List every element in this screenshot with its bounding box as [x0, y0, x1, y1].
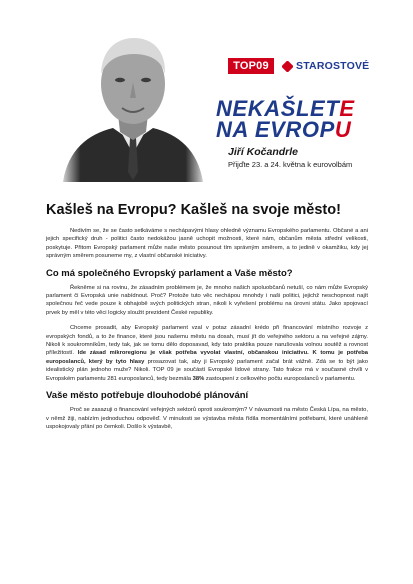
headline-line-1 [216, 98, 355, 119]
starostove-star-icon [282, 61, 293, 72]
headline-line-1-accent: E [339, 96, 355, 121]
article-intro: Nedivím se, že se často setkáváme s nechápavými hlasy ohledně významu Evropského parlamentu. Občané a ani jejich specifický druh - politici často nedokážou jasně uchopit možnosti, které nám, občanům města střední velikosti, poskytuje. Přitom Evropský parlament může naše město posunout tím správným směrem, a to jedině v okamžiku, kdy jej správným směrem posuneme my, z vlastní občanské iniciativy. [46, 228, 368, 260]
headline-line-2 [216, 119, 355, 140]
section-1-paragraph-2-text-c: zastoupení z celkového počtu europoslanců v parlamentu. [205, 375, 356, 382]
article-title: Kašleš na Evropu? Kašleš na svoje město! [46, 202, 341, 218]
starostove-logo-text: STAROSTOVÉ [296, 60, 370, 72]
headline-line-2-accent: U [334, 117, 352, 142]
campaign-header [0, 0, 413, 200]
section-1-paragraph-2-text-a: Chceme prosadit, aby Evropský parlament vzal v potaz zásadní krédo při financování místního rozvoje z evropských fondů, a to že finance, které jsou našemu městu na dosah, musí jít do veřejného sektoru a na veřejné zájmy. Nikoli k soukromníkům, tedy tak, jak se tomu dělo doposavad, kdy tato praktika pouze narušovala volnou soutěž a rovnost příležitostí. [46, 325, 368, 357]
section-1-paragraph-2-text-b: prosazovat tak, aby ji Evropský parlament začal brát vážně. Zdá se to být jako idealistický plán jednoho muže? Nikoli. TOP 09 je součástí Evropské lidové strany. Tato frakce má v současné chvíli v Evropském parlamentu 281 europoslanců, tedy bezmála [46, 358, 368, 382]
candidate-portrait [58, 22, 208, 182]
section-1-paragraph-2-percent: 38% [192, 375, 205, 382]
candidate-name: Jiří Kočandrle [228, 146, 299, 158]
section-1-paragraph-1: Řekněme si na rovinu, že zásadním problémem je, že mnoho našich spoluobčanů netuší, co nám může Evropský parlament či Evropská unie nabídnout. Proč? Protože tuto věc nechápou mnohdy i naši politici, jejichž neschopnost najít společnou řeč vede pouze k obhajobě svých politických stran, nikoli k vyřešení problému na úrovni státu. Jako spojovací prvek by měl v této věci logicky sloužit prezident České republiky. [46, 284, 368, 316]
starostove-logo [282, 58, 369, 74]
section-1-paragraph-2 [46, 324, 368, 383]
top09-logo: TOP09 [228, 58, 274, 74]
headline-line-2-text: NA EVROP [216, 117, 335, 142]
section-1-heading: Co má společného Evropský parlament a Vaše město? [46, 267, 293, 279]
section-2-paragraph-1: Proč se zasazuji o financování veřejných sektorů oproti soukromým? V návaznosti na město Česká Lípa, na město, v němž žiji, nabízím jednoduchou odpověď. V minulosti se výstavba města řídila momentálními potřebami, které unáhleně uspokojovaly přání po čemkoli. Došlo k výstavbě, [46, 407, 368, 430]
section-2-heading: Vaše město potřebuje dlouhodobé plánování [46, 390, 249, 402]
article [46, 202, 368, 438]
candidate-subtitle: Přijďte 23. a 24. května k eurovolbám [228, 160, 353, 169]
headline-line-1-text: NEKAŠLET [216, 96, 340, 121]
campaign-headline [216, 98, 355, 140]
section-1-paragraph-2-emphasis: Ide zásad mikroregionu je však potřeba vyvolat vlastní, občanskou iniciativu. K tomu je potřeba europoslanců, který by tyto hlasy [46, 350, 368, 365]
